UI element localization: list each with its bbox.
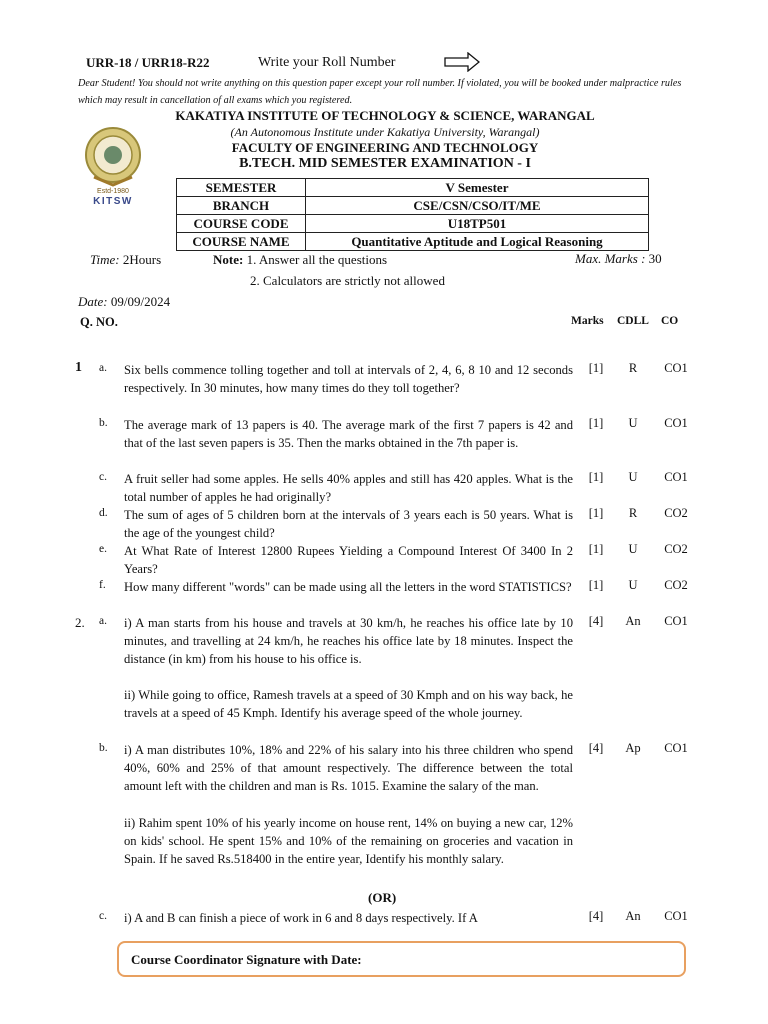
table-row [177, 233, 649, 251]
question-marks: [4] [588, 614, 604, 628]
question-text: i) A man starts from his house and travels at 30 km/h, he reaches his office late by 10 minutes, and travelling at 24 km/h, he reaches his office late by 18 minutes. Inspect the distance (in km) from his house to his office is. [124, 616, 573, 666]
note-2: 2. Calculators are strictly not allowed [250, 273, 445, 288]
arrow-right-icon [444, 52, 480, 72]
time-label: Time: [90, 252, 120, 267]
question-co: CO2 [664, 506, 688, 520]
question-cdll: U [628, 542, 638, 556]
question-co: CO2 [664, 542, 688, 556]
question-text: i) A and B can finish a piece of work in 6 and 8 days respectively. If A [124, 911, 478, 925]
question-sub: a. [99, 615, 107, 627]
logo-abbr: KITSW [93, 196, 133, 207]
question-cdll: R [628, 506, 638, 520]
question-co: CO1 [664, 614, 688, 628]
question-cdll: R [628, 361, 638, 375]
or-separator: (OR) [368, 890, 397, 905]
student-notice: Dear Student! You should not write anything on this question paper except your roll number. If violated, you will be booked under malpractice rules which may result in cancellation of all exams which you registered. [78, 78, 682, 106]
table-row [177, 179, 649, 197]
question-sub: b. [99, 742, 108, 754]
info-key: COURSE CODE [177, 215, 306, 233]
question-text-part2: ii) Rahim spent 10% of his yearly income on house rent, 14% on buying a new car, 12% on kids' school. He spent 15% and 10% of the remaining on groceries and vacation in Spain. If he saved Rs.518400 in the entire year, Identify his monthly salary. [124, 816, 573, 866]
institute-affiliation: (An Autonomous Institute under Kakatiya University, Warangal) [230, 125, 540, 139]
signature-box [117, 941, 686, 977]
date-value: 09/09/2024 [110, 294, 171, 309]
question-number: 2. [75, 615, 85, 630]
question-sub: c. [99, 471, 107, 483]
question-marks: [4] [588, 909, 604, 923]
note-label: Note: [213, 252, 244, 267]
marks-header: Marks [571, 315, 604, 327]
question-marks: [1] [588, 361, 604, 375]
college-emblem-icon [80, 125, 146, 207]
question-co: CO1 [664, 909, 688, 923]
question-cdll: Ap [625, 741, 641, 755]
max-marks-label: Max. Marks : [575, 251, 646, 266]
question-sub: a. [99, 362, 107, 374]
question-co: CO1 [664, 470, 688, 484]
info-key: BRANCH [177, 197, 306, 215]
question-text: At What Rate of Interest 12800 Rupees Yielding a Compound Interest Of 3400 In 2 Years? [124, 544, 573, 576]
question-marks: [1] [588, 470, 604, 484]
question-co: CO1 [664, 361, 688, 375]
question-text-part2: ii) While going to office, Ramesh travels at a speed of 30 Kmph and on his way back, he travels at a speed of 45 Kmph. Identify his average speed of the whole journey. [124, 688, 573, 720]
question-text: The sum of ages of 5 children born at the intervals of 3 years each is 50 years. What is the age of the youngest child? [124, 508, 573, 540]
question-sub: c. [99, 910, 107, 922]
question-marks: [1] [588, 506, 604, 520]
question-co: CO1 [664, 416, 688, 430]
question-cdll: An [625, 909, 641, 923]
note-1: 1. Answer all the questions [246, 252, 388, 267]
regulation-code: URR-18 / URR18-R22 [86, 55, 210, 70]
date-label: Date: [78, 294, 108, 309]
info-value: U18TP501 [306, 215, 649, 233]
exam-note [213, 252, 387, 268]
question-marks: [1] [588, 578, 604, 592]
question-text: Six bells commence tolling together and toll at intervals of 2, 4, 6, 8 10 and 12 seconds respectively. In 30 minutes, how many times do they toll together? [124, 363, 573, 395]
question-sub: b. [99, 417, 108, 429]
question-text: A fruit seller had some apples. He sells 40% apples and still has 420 apples. What is the total number of apples he had originally? [124, 472, 573, 504]
info-value: CSE/CSN/CSO/IT/ME [306, 197, 649, 215]
question-sub: d. [99, 507, 108, 519]
faculty-name: FACULTY OF ENGINEERING AND TECHNOLOGY [231, 140, 539, 155]
exam-title: B.TECH. MID SEMESTER EXAMINATION - I [239, 156, 531, 171]
college-logo [80, 125, 146, 207]
signature-label: Course Coordinator Signature with Date: [131, 952, 362, 967]
co-header: CO [661, 315, 679, 327]
table-row [177, 215, 649, 233]
question-text: i) A man distributes 10%, 18% and 22% of his salary into his three children who spend 40%, 60% and 25% of that amount respectively. The difference between the total amount left with the children and man is Rs. 1015. Examine the salary of the man. [124, 743, 573, 793]
question-sub: f. [99, 579, 106, 591]
info-key: SEMESTER [177, 179, 306, 197]
table-row [177, 197, 649, 215]
question-cdll: U [628, 578, 638, 592]
cdll-header: CDLL [617, 315, 649, 327]
max-marks-value: 30 [648, 251, 662, 266]
question-marks: [1] [588, 416, 604, 430]
qno-header: Q. NO. [80, 315, 118, 329]
info-value: Quantitative Aptitude and Logical Reasoning [306, 233, 649, 251]
time-value: 2Hours [122, 252, 162, 267]
question-text: How many different "words" can be made using all the letters in the word STATISTICS? [124, 580, 572, 594]
question-cdll: U [628, 416, 638, 430]
exam-time [90, 252, 161, 268]
logo-estd: Estd-1980 [97, 188, 129, 195]
question-marks: [1] [588, 542, 604, 556]
question-sub: e. [99, 543, 107, 555]
roll-number-prompt: Write your Roll Number [258, 55, 396, 70]
info-key: COURSE NAME [177, 233, 306, 251]
question-cdll: An [625, 614, 641, 628]
question-marks: [4] [588, 741, 604, 755]
question-co: CO1 [664, 741, 688, 755]
info-value: V Semester [306, 179, 649, 197]
question-text: The average mark of 13 papers is 40. The average mark of the first 7 papers is 42 and that of the last seven papers is 35. Then the marks obtained in the 7th paper is. [124, 418, 573, 450]
question-number: 1 [75, 360, 82, 375]
course-info-table [176, 178, 649, 251]
institute-name: KAKATIYA INSTITUTE OF TECHNOLOGY & SCIENCE, WARANGAL [175, 108, 595, 123]
max-marks [575, 251, 662, 267]
question-co: CO2 [664, 578, 688, 592]
question-cdll: U [628, 470, 638, 484]
exam-date [78, 294, 170, 310]
